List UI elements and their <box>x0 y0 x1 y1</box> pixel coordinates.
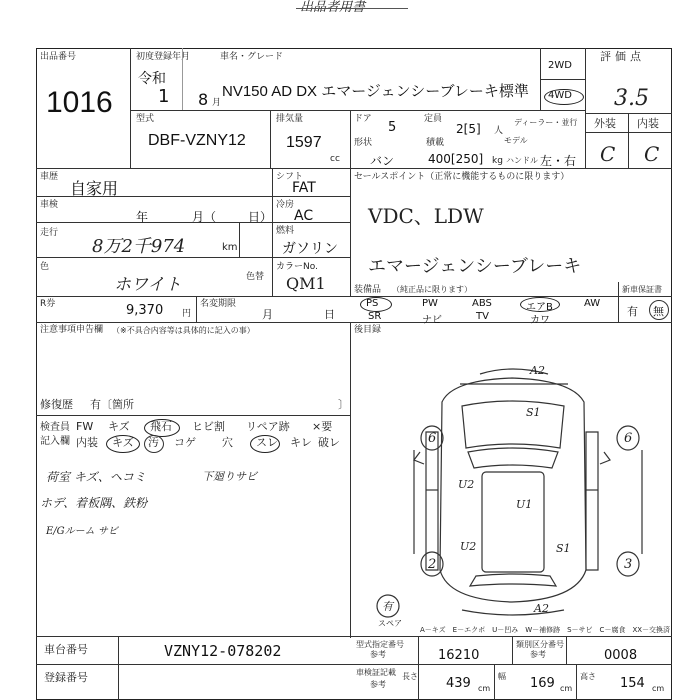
width-value: 169 <box>530 676 555 691</box>
damage-legend: A－キズ E－エクボ U－凹み W－補修跡 S－サビ C－腐食 XX－交換済 <box>420 626 671 634</box>
rear-seat-label: 後目録 <box>354 325 382 335</box>
spare-mark: 有 <box>382 600 393 613</box>
name-change-month: 月 <box>262 308 273 321</box>
history-value: 自家用 <box>70 179 119 198</box>
doors-label: ドア <box>354 114 372 124</box>
inspection-day: 日） <box>248 210 273 224</box>
interior-grade: C <box>644 142 660 166</box>
rear-glass <box>470 574 556 586</box>
sales-point-1: VDC、LDW <box>368 204 484 228</box>
left-mirror <box>414 452 424 464</box>
handle-value: 左・右 <box>540 154 577 168</box>
shape-value: バン <box>370 154 395 168</box>
hand-note-2: ホデ、着板隅、鉄粉 <box>40 496 148 510</box>
divider <box>350 322 351 638</box>
mark-s1-rear: S1 <box>556 542 571 555</box>
equipment-label: 装備品 <box>354 285 382 295</box>
divider <box>350 110 351 168</box>
color-change-label: 色替 <box>246 272 265 282</box>
divider <box>36 636 672 637</box>
exterior-grade: C <box>600 142 616 166</box>
top-scribble: 出品者用書 <box>300 0 366 15</box>
divider <box>566 636 567 664</box>
width-unit: cm <box>560 684 573 693</box>
registration-label: 登録番号 <box>44 671 88 684</box>
hand-note-1b: 下廻りサビ <box>202 470 257 483</box>
insp-scratch: キズ <box>108 420 130 433</box>
vin-label: 車台番号 <box>44 643 88 656</box>
displacement-unit: cc <box>330 154 340 164</box>
shift-label: シフト <box>276 172 304 182</box>
equipment-airbag: エアB <box>526 302 553 313</box>
model-label: 車名・グレード <box>220 52 284 62</box>
equipment-airbag-circle <box>520 297 560 312</box>
insp-repair: リペア跡 <box>246 420 290 433</box>
category-ref: 参考 <box>530 650 546 659</box>
warranty-none-circle <box>649 300 669 320</box>
model-small-label: モデル <box>504 136 528 145</box>
equipment-ps: PS <box>366 298 379 309</box>
first-reg-era: 令和 <box>138 71 166 87</box>
mark-u1: U1 <box>516 498 533 511</box>
inspector-label-2: 記入欄 <box>40 436 70 447</box>
color-no-label: カラーNo. <box>276 262 318 272</box>
equipment-leather: カワ <box>530 315 550 326</box>
equipment-pw: PW <box>422 298 438 309</box>
capacity-label: 定員 <box>424 114 443 124</box>
equipment-abs: ABS <box>472 298 492 309</box>
insp-chip: 飛石 <box>150 420 172 433</box>
notes-label: 注意事項申告欄 <box>40 325 104 335</box>
model-code: DBF-VZNY12 <box>148 132 246 149</box>
type-designation-label: 型式指定番号 <box>356 640 404 649</box>
type-designation-value: 16210 <box>438 648 480 663</box>
equipment-tv: TV <box>476 311 489 322</box>
insp-int-scratch-circle <box>106 435 140 453</box>
dealer-label: ディーラー・並行 <box>514 118 578 127</box>
insp-cut: キレ <box>290 436 312 449</box>
right-side-panel <box>586 432 598 570</box>
divider <box>418 636 419 700</box>
car-diagram <box>352 340 670 630</box>
capacity-value: 2[5] <box>456 122 481 136</box>
fuel-label: 燃料 <box>276 226 295 236</box>
insp-wear-circle <box>250 435 280 453</box>
mark-a2-bottom: A2 <box>534 602 549 615</box>
mileage-label: 走行 <box>40 228 59 238</box>
load-label: 積載 <box>426 138 445 148</box>
displacement-value: 1597 <box>286 134 322 151</box>
divider <box>576 664 577 700</box>
dims-ref: 参考 <box>370 680 386 689</box>
mark-u2-rear: U2 <box>460 540 477 553</box>
category-value: 0008 <box>604 648 638 663</box>
right-mirror <box>600 452 610 464</box>
mark-u2-left: U2 <box>458 478 475 491</box>
hand-note-1: 荷室 キズ、ヘコミ <box>46 470 146 484</box>
aircon-label: 冷房 <box>276 200 295 210</box>
vin-value: VZNY12-078202 <box>164 642 282 660</box>
dims-label: 車検証記載 <box>356 668 396 677</box>
divider <box>196 296 197 322</box>
tire-fr-mark: 6 <box>624 431 633 446</box>
insp-tear: 破レ <box>318 436 340 449</box>
inspection-year: 年 <box>136 210 149 224</box>
recycle-unit: 円 <box>182 309 192 319</box>
height-label: 高さ <box>580 672 596 681</box>
mark-a2-top: A2 <box>530 364 545 377</box>
color-code: QM1 <box>286 274 326 293</box>
sales-points-label: セールスポイント（正常に機能するものに限ります） <box>354 172 570 182</box>
equipment-navi: ナビ <box>422 315 442 326</box>
fuel-value: ガソリン <box>282 241 338 257</box>
inspector-label-1: 検査員 <box>40 422 70 433</box>
tire-rr-mark: 3 <box>624 557 633 572</box>
exterior-label: 外装 <box>594 117 616 130</box>
color-label: 色 <box>40 262 50 272</box>
insp-fw: FW <box>76 420 94 433</box>
insp-chip-circle <box>144 419 180 437</box>
warranty-none: 無 <box>653 305 664 318</box>
divider <box>36 222 272 223</box>
aircon-value: AC <box>294 208 314 224</box>
left-side-panel <box>426 432 438 570</box>
divider <box>36 664 350 665</box>
displacement-label: 排気量 <box>276 114 304 124</box>
tire-rl-mark: 2 <box>428 557 437 572</box>
hand-note-3: E/Gルーム サビ <box>46 526 118 537</box>
repair-label: 修復歴 <box>40 398 73 411</box>
inspection-label: 車検 <box>40 200 59 210</box>
capacity-unit: 人 <box>494 126 504 136</box>
equipment-aw: AW <box>584 298 601 309</box>
insp-burn: コゲ <box>174 436 196 449</box>
length-unit: cm <box>478 684 491 693</box>
color-value: ホワイト <box>114 275 182 295</box>
roof-panel <box>482 472 544 572</box>
doors-value: 5 <box>388 120 397 135</box>
top-underline <box>296 8 408 9</box>
equipment-sr: SR <box>368 311 382 322</box>
divider <box>36 415 350 416</box>
divider <box>540 79 585 80</box>
name-change-day: 日 <box>324 308 335 321</box>
divider <box>272 168 273 296</box>
hood-panel <box>462 401 564 448</box>
history-label: 車歴 <box>40 172 59 182</box>
mileage-value: 8万2千974 <box>92 236 186 257</box>
notes-sub: （※不具合内容等は具体的に記入の事） <box>112 326 255 335</box>
divider <box>182 48 183 110</box>
grade-label: 評価点 <box>600 50 645 63</box>
divider <box>130 110 585 111</box>
first-reg-year: 1 <box>158 86 170 107</box>
divider <box>36 322 672 323</box>
divider <box>350 168 351 296</box>
tire-fl-mark: 6 <box>428 431 437 446</box>
spare-label: スペア <box>378 619 402 628</box>
insp-hole: 穴 <box>222 436 233 449</box>
recycle-value: 9,370 <box>126 303 164 318</box>
mark-s1-front: S1 <box>526 406 541 419</box>
mileage-unit: km <box>222 242 238 253</box>
equipment-note: （純正品に限ります） <box>392 285 472 294</box>
category-label: 類別区分番号 <box>516 640 564 649</box>
lot-number: 1016 <box>46 86 113 119</box>
length-label: 長さ <box>402 672 418 681</box>
divider <box>270 110 271 168</box>
insp-int-scratch: キズ <box>112 436 134 449</box>
insp-dirt-circle <box>144 435 164 453</box>
new-warranty-label: 新車保証書 <box>622 285 662 294</box>
divider <box>618 282 619 322</box>
shape-label: 形状 <box>354 138 373 148</box>
drive-2wd: 2WD <box>548 60 572 71</box>
divider <box>585 132 672 133</box>
shift-value: FAT <box>292 180 316 196</box>
load-unit: kg <box>492 156 503 166</box>
insp-wear: スレ <box>256 436 278 449</box>
divider <box>350 664 672 665</box>
model-name: NV150 AD DX エマージェンシーブレーキ標準 <box>222 83 529 100</box>
divider <box>494 664 495 700</box>
divider <box>628 113 629 168</box>
divider <box>118 636 119 700</box>
divider <box>272 196 350 197</box>
warranty-have: 有 <box>627 305 638 318</box>
length-value: 439 <box>446 676 471 691</box>
insp-crack: ヒビ割 <box>192 420 225 433</box>
divider <box>36 296 672 297</box>
windshield <box>468 448 558 468</box>
inspection-month: 月（ <box>192 210 217 224</box>
sales-point-2: エマージェンシーブレーキ <box>368 256 582 277</box>
first-reg-month-unit: 月 <box>212 98 222 108</box>
lot-label: 出品番号 <box>40 52 77 62</box>
insp-interior: 内装 <box>76 436 98 449</box>
width-label: 幅 <box>498 672 506 681</box>
model-code-label: 型式 <box>136 114 155 124</box>
interior-label: 内装 <box>637 117 659 130</box>
first-reg-month: 8 <box>198 90 209 109</box>
load-value: 400[250] <box>428 152 484 166</box>
grade-value: 3.5 <box>614 86 649 111</box>
divider <box>239 222 240 257</box>
height-value: 154 <box>620 676 645 691</box>
equipment-ps-circle <box>360 297 392 312</box>
divider <box>36 168 672 169</box>
first-reg-label: 初度登録年月 <box>136 52 191 62</box>
drive-4wd: 4WD <box>548 90 572 101</box>
divider <box>585 48 586 168</box>
insp-dirt: 汚 <box>148 436 159 449</box>
divider <box>512 636 513 664</box>
repair-close: 〕 <box>338 398 349 411</box>
type-designation-ref: 参考 <box>370 650 386 659</box>
recycle-label: R券 <box>40 299 56 309</box>
height-unit: cm <box>652 684 665 693</box>
handle-label: ハンドル <box>506 156 538 165</box>
repair-value: 有〔箇所 <box>90 398 134 411</box>
name-change-label: 名変期限 <box>200 299 237 309</box>
insp-need: ×要 <box>312 420 333 433</box>
divider <box>130 48 131 168</box>
